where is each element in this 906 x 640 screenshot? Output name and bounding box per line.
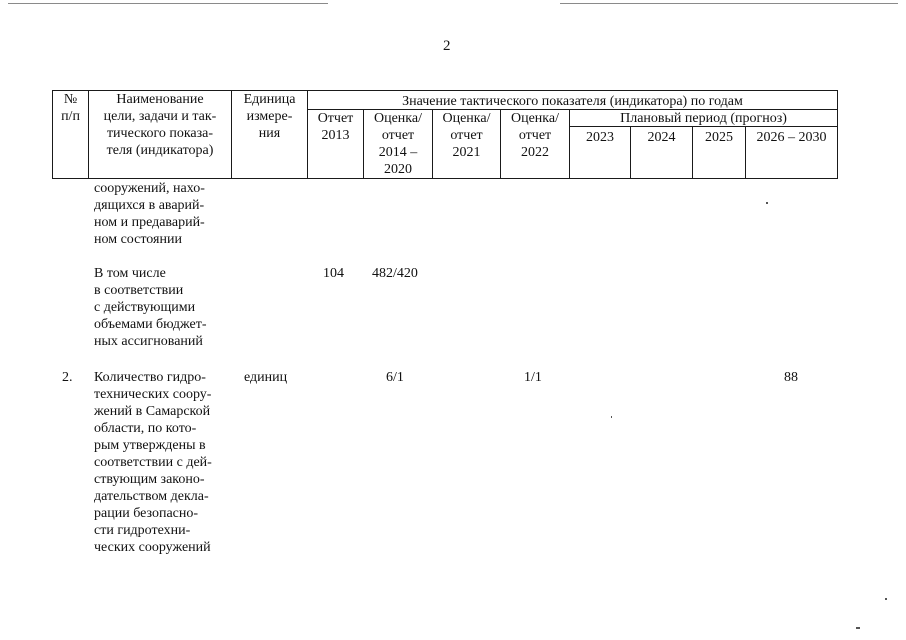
row2-number: 2. — [62, 370, 73, 385]
header-col-2023: 2023 — [586, 130, 614, 145]
scan-speck — [611, 416, 612, 418]
header-col-2026-2030: 2026 – 2030 — [756, 130, 827, 145]
scan-speck — [885, 598, 887, 600]
header-col-2014-2020: Оценка/ отчет 2014 – 2020 — [373, 111, 422, 177]
scan-speck — [766, 202, 768, 204]
top-edge-rule-right — [560, 3, 898, 4]
continuation-row-name: сооружений, нахо- дящихся в аварий- ном и предаварий- ном состоянии — [94, 181, 205, 247]
row2-unit: единиц — [244, 370, 288, 385]
header-col-name: Наименование цели, задачи и так- тического показа- теля (индикатора) — [103, 92, 217, 158]
header-bottom-border — [52, 178, 838, 179]
row2-value-2022: 1/1 — [524, 370, 542, 385]
header-col-2022: Оценка/ отчет 2022 — [510, 111, 559, 160]
subrow-name: В том числе в соответствии с действующими объемами бюджет- ных ассигнований — [94, 266, 207, 349]
row2-value-2026-2030: 88 — [784, 370, 798, 385]
header-col-2021: Оценка/ отчет 2021 — [442, 111, 491, 160]
header-col-number: № п/п — [61, 92, 80, 124]
subrow-value-2013: 104 — [323, 266, 344, 281]
header-plan-group: Плановый период (прогноз) — [620, 111, 787, 126]
page-number: 2 — [443, 38, 451, 54]
header-col-2024: 2024 — [647, 130, 676, 145]
header-col-report-2013: Отчет 2013 — [317, 111, 354, 143]
header-col-2025: 2025 — [705, 130, 733, 145]
row2-name: Количество гидро- технических соору- жений в Самарской области, по кото- рым утверждены в соответствии с дей- ствующим законо- дательством декла- рации безопасно- сти гидротехни- ческих сооружений — [94, 370, 212, 555]
subrow-value-2014-2020: 482/420 — [372, 266, 418, 281]
header-col-unit: Единица измере- ния — [243, 92, 296, 141]
row2-value-2014-2020: 6/1 — [386, 370, 404, 385]
header-border-right — [837, 90, 838, 179]
header-values-group: Значение тактического показателя (индикатора) по годам — [402, 94, 743, 109]
scan-speck — [856, 627, 860, 629]
top-edge-rule-left — [8, 3, 328, 4]
